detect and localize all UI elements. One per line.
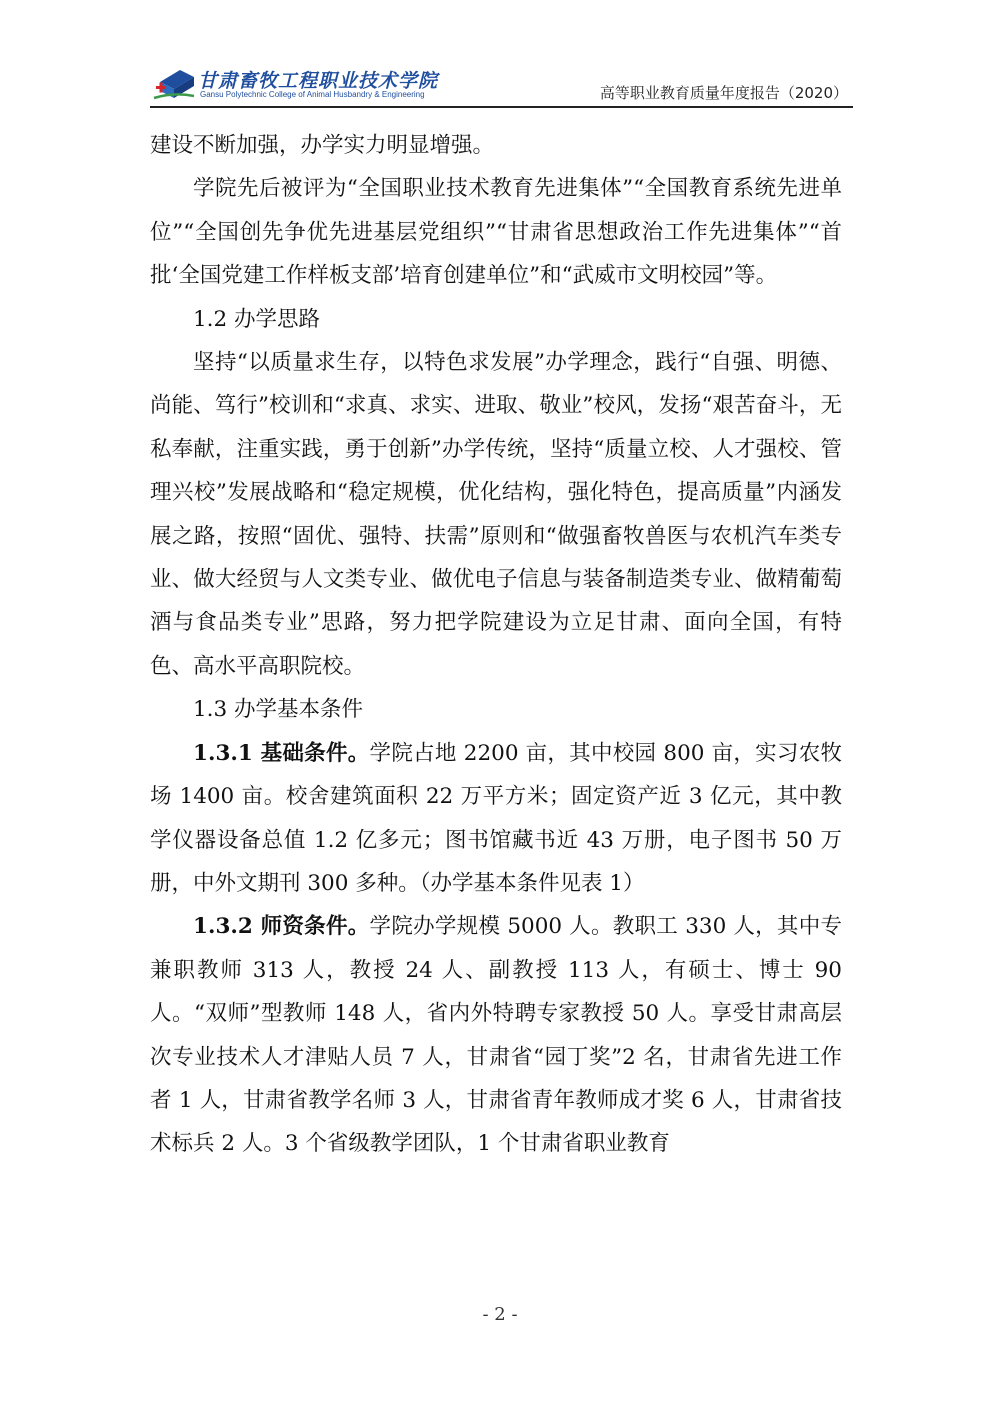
subsection-lead-1-3-1: 1.3.1 基础条件。 xyxy=(193,740,370,766)
section-heading-1-2: 1.2 办学思路 xyxy=(193,306,321,332)
paragraph-faculty-conditions xyxy=(150,905,842,1165)
section-heading-1-3: 1.3 办学基本条件 xyxy=(193,697,364,723)
college-logo xyxy=(150,64,439,104)
page-content xyxy=(150,124,842,1166)
paragraph-honors: 学院先后被评为“全国职业技术教育先进集体”“全国教育系统先进单位”“全国创先争优先进基层党组织”“甘肃省思想政治工作先进集体”“首批‘全国党建工作样板支部’培育创建单位”和“武威市文明校园”等。 xyxy=(150,176,842,289)
report-title: 高等职业教育质量年度报告（2020） xyxy=(599,84,848,102)
college-name: 甘肃畜牧工程职业技术学院 xyxy=(198,70,439,92)
subsection-text-1-3-2: 学院办学规模 5000 人。教职工 330 人，其中专兼职教师 313 人，教授 24 人、副教授 113 人，有硕士、博士 90 人。“双师”型教师 148 人，省内外特聘专家教授 50 人。享受甘肃高层次专业技术人才津贴人员 7 人，甘肃省“园丁奖”2 名，甘肃省先进工作者 1 人，甘肃省教学名师 3 人，甘肃省青年教师成才奖 6 人，甘肃省技术标兵 2 人。3 个省级教学团队，1 个甘肃省职业教育 xyxy=(150,914,842,1157)
page-number: - 2 - xyxy=(482,1304,518,1325)
college-emblem-icon xyxy=(152,68,196,102)
paragraph-continued: 建设不断加强，办学实力明显增强。 xyxy=(150,133,495,158)
subsection-text-1-3-1: 学院占地 2200 亩，其中校园 800 亩，实习农牧场 1400 亩。校舍建筑面积 22 万平方米；固定资产近 3 亿元，其中教学仪器设备总值 1.2 亿多元；图书馆藏书近 43 万册，电子图书 50 万册，中外文期刊 300 多种。（办学基本条件见表 1） xyxy=(150,740,842,896)
page-header xyxy=(150,64,850,108)
header-divider xyxy=(150,106,853,108)
paragraph-basic-conditions xyxy=(150,732,842,906)
college-name-english: Gansu Polytechnic College of Animal Husbandry & Engineering xyxy=(200,90,425,99)
subsection-lead-1-3-2: 1.3.2 师资条件。 xyxy=(193,914,370,940)
paragraph-philosophy: 坚持“以质量求生存，以特色求发展”办学理念，践行“自强、明德、尚能、笃行”校训和“求真、求实、进取、敬业”校风，发扬“艰苦奋斗，无私奉献，注重实践，勇于创新”办学传统，坚持“质量立校、人才强校、管理兴校”发展战略和“稳定规模，优化结构，强化特色，提高质量”内涵发展之路，按照“固优、强特、扶需”原则和“做强畜牧兽医与农机汽车类专业、做大经贸与人文类专业、做优电子信息与装备制造类专业、做精葡萄酒与食品类专业”思路，努力把学院建设为立足甘肃、面向全国，有特色、高水平高职院校。 xyxy=(150,350,842,679)
